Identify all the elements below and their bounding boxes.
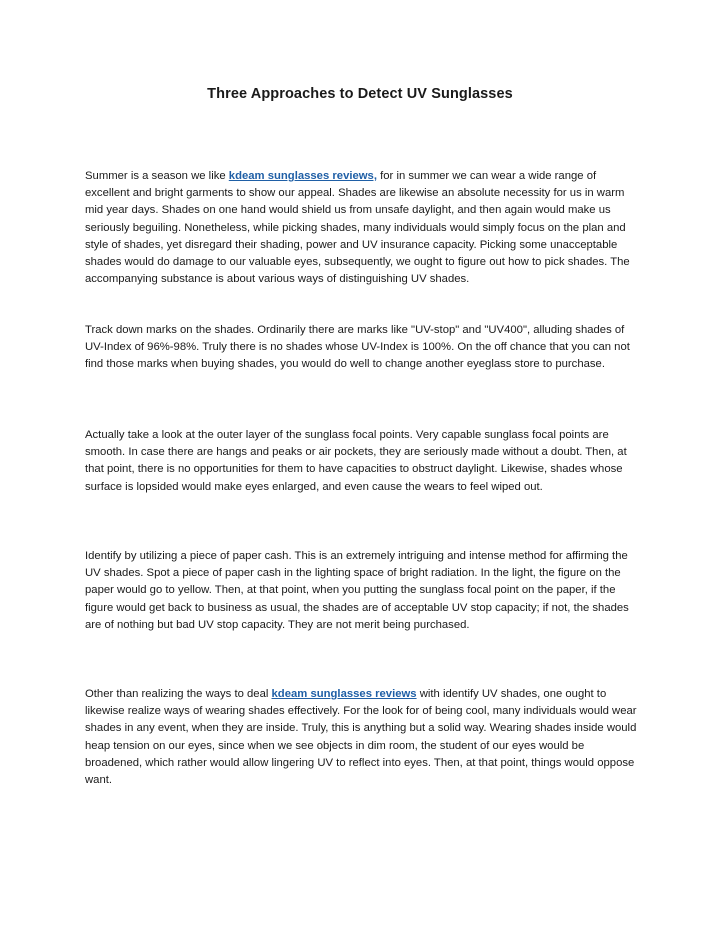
paragraph-text-before-link: Summer is a season we like xyxy=(85,170,229,182)
paragraph-paper-cash: Identify by utilizing a piece of paper cash. This is an extremely intriguing and intense method for affirming the UV shades. Spot a piece of paper cash in the lighting space of bright radiation. In the light, the figure on the paper would go to yellow. Then, at that point, when you putting the sunglass focal point on the paper, if the figure would get back to business as usual, the shades are of acceptable UV stop capacity; if not, the shades are of nothing but bad UV stop capacity. They are not merit being purchased. xyxy=(85,550,629,631)
paragraph-text-after-link: for in summer we can wear a wide range of excellent and bright garments to show our appeal. Shades are likewise an absolute necessity for us in warm mid year days. Shades on one hand would shield us from unsafe daylight, and then again would make us seriously beguiling. Nonetheless, while picking shades, many individuals would simply focus on the plan and style of shades, yet disregard their shading, power and UV insurance capacity. Picking some unacceptable shades would do damage to our valuable eyes, subsequently, we ought to figure out how to pick shades. The accompanying substance is about various ways of distinguishing UV shades. xyxy=(85,170,630,286)
kdeam-sunglasses-reviews-link[interactable]: kdeam sunglasses reviews xyxy=(271,688,417,700)
paragraph-outer-layer: Actually take a look at the outer layer of the sunglass focal points. Very capable sunglass focal points are smooth. In case there are hangs and peaks or air pockets, they are seriously made without a doubt. Then, at that point, there is no opportunities for them to have capacities to obstruct daylight. Likewise, shades whose surface is lopsided would make eyes enlarged, and even cause the wears to feel wiped out. xyxy=(85,429,627,493)
kdeam-sunglasses-reviews-link[interactable]: kdeam sunglasses reviews, xyxy=(228,170,377,182)
paragraph-text-after-link: with identify UV shades, one ought to likewise realize ways of wearing shades effectively. For the look for of being cool, many individuals would wear shades in any event, when they are inside. Truly, this is anything but a solid way. Wearing shades inside would heap tension on our eyes, since when we see objects in dim room, the student of our eyes would be broadened, which rather would allow lingering UV to reflect into eyes. Then, at that point, things would oppose want. xyxy=(85,688,637,787)
document-title: Three Approaches to Detect UV Sunglasses xyxy=(207,86,513,102)
paragraph-marks: Track down marks on the shades. Ordinarily there are marks like "UV-stop" and "UV400", alluding shades of UV-Index of 96%-98%. Truly there is no shades whose UV-Index is 100%. On the off chance that you can not find those marks when buying shades, you would do well to change another eyeglass store to purchase. xyxy=(85,324,630,371)
paragraph-wearing-shades xyxy=(85,686,637,789)
paragraph-text-before-link: Other than realizing the ways to deal xyxy=(85,688,272,700)
paragraph-intro xyxy=(85,168,637,288)
